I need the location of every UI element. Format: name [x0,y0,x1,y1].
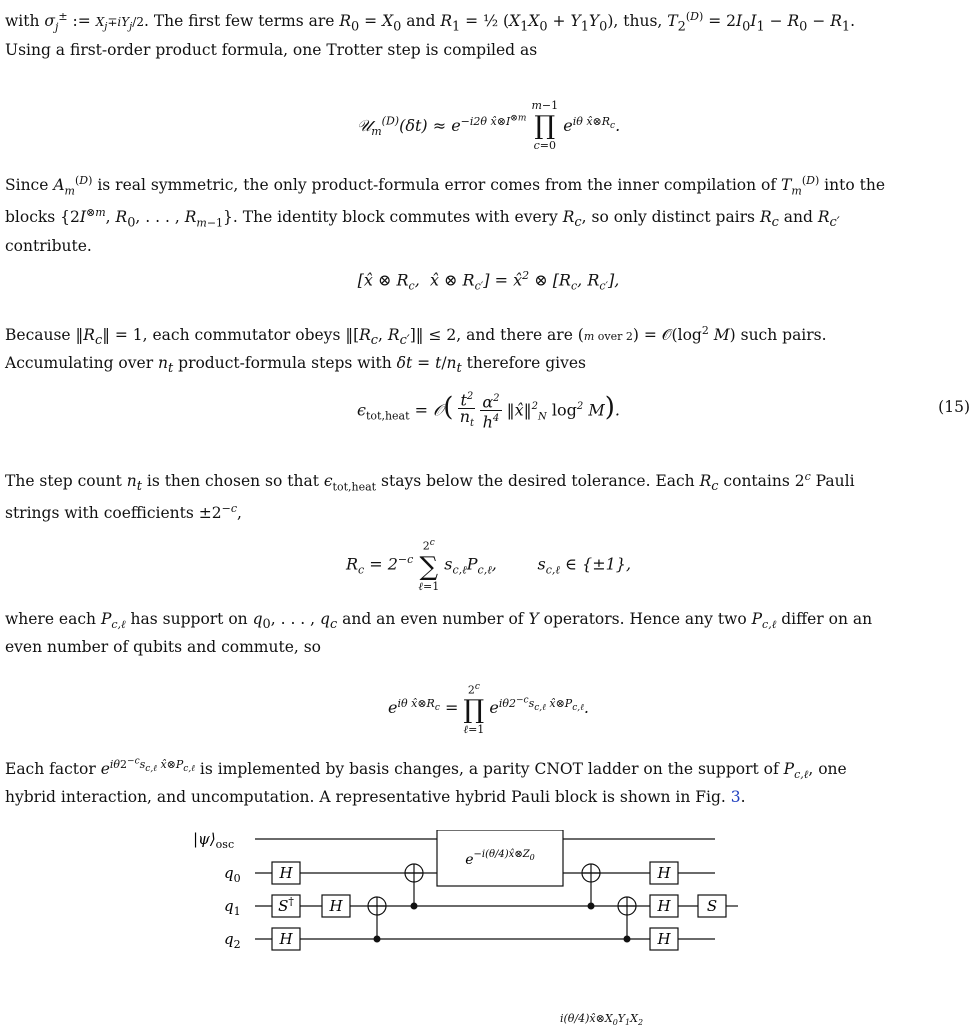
text-line: Accumulating over $n_t$ product-formula steps with $\delta t = t/n_t$ therefore gives [5,354,586,377]
paragraph-2 [5,170,970,257]
wire-label-q2: $q_2$ [224,930,241,951]
text-line: Using a first-order product formula, one Trotter step is compiled as [5,40,538,59]
equation-trotter: 𝒰$_m^{(D)}$(δt) ≈ $e^{-i2\theta x̂\otimes I^{\otimes m}}$ m−1 ∏ c=0 $e^{i\theta x̂\otimes R_c}$. [356,99,621,153]
text-line: with $\sigma_j^\pm$ := $X_j\mp iY_j/2$. The first few terms are $R_0 = X_0$ and $R_1$ = ½ $(X_1X_0 + Y_1Y_0)$, thus, $T_2^{(D)} = 2I_0I_1 - R_0 - R_1$. [5,10,856,35]
equation-error: $\epsilon_{tot,heat}$ = 𝒪( $\frac{t^2}{n_t}$ $\frac{\alpha^2}{h^4}$ ‖x̂‖$^2_N$ $\log^2 M$). (15) [0,382,977,432]
gate-label: H [657,930,671,948]
gate-label: S† [278,895,294,915]
text-line: Since $A_m^{(D)}$ is real symmetric, the only product-formula error comes from the inner compilation of $T_m^{(D)}$ into the [5,174,885,198]
caption-fragment: $i(\theta/4)x̂\otimes X_0Y_1X_2$ [560,1012,644,1028]
equation-commutator: [x̂ ⊗ $R_c$, x̂ ⊗ $R_{c'}$] = x̂$^2$ ⊗ [$R_c$, $R_{c'}$], [357,269,620,293]
cnot-control [624,936,631,943]
figure-reference-link[interactable]: 3 [730,787,741,806]
interaction-gate-label: $e^{-i(\theta/4)x̂\otimes Z}_0$ [465,849,535,868]
wire-label-osc: $|\psi⟩_{osc}$ [193,830,235,851]
text-line: blocks {$2I^{\otimes m}$, $R_0$, . . . , $R_{m-1}$}. The identity block commutes with every $R_c$, so only distinct pairs $R_c$ and $R_{c'}$ [5,206,840,231]
paragraph-6 [5,750,970,808]
gate-label: H [279,930,293,948]
text-fragment: hybrid interaction, and uncomputation. A representative hybrid Pauli block is shown in Fig. [5,787,726,806]
cnot-control [411,903,418,910]
paragraph-1 [5,6,970,61]
gate-label: H [657,864,671,882]
equation-product: $e^{i\theta x̂\otimes R_c}$ = 2$^c$ ∏ ℓ=1 $e^{i\theta 2^{-c}s_{c,\ell} x̂\otimes P_{c,\ell}}$. [388,681,589,737]
text-line: where each $P_{c,\ell}$ has support on $q_0$, . . . , $q_c$ and an even number of Y operators. Hence any two $P_{c,\ell}$ differ on an [5,610,873,633]
paragraph-4 [5,466,970,524]
text-fragment: . [740,787,746,806]
text-line [5,786,970,808]
text-line: contribute. [5,236,92,255]
gate-label: H [657,897,671,915]
text-line: strings with coefficients $\pm 2^{-c}$, [5,502,242,523]
text-line: The step count $n_t$ is then chosen so that $\epsilon_{tot,heat}$ stays below the desired tolerance. Each $R_c$ contains 2$^c$ Pauli [5,470,855,495]
gate-label: S [706,897,718,915]
gate-label: H [329,897,343,915]
wire-label-q1: $q_1$ [224,897,241,918]
text-line: Because $‖R_c‖ = 1$, each commutator obeys $‖[R_c$, $R_{c'}]‖ \le 2$, and there are (m over $2) = 𝒪(\log^2$ M) such pairs. [5,324,827,349]
gate-label: H [279,864,293,882]
paragraph-5 [5,608,970,658]
equation-number: (15) [938,398,970,416]
wire-label-q0: $q_0$ [224,864,241,885]
text-line: Each factor $e^{i\theta 2^{-c}s_{c,\ell} x̂\otimes P_{c,\ell}}$ is implemented by basis changes, a parity CNOT ladder on the support of $P_{c,\ell}$, one [5,756,847,781]
paragraph-3 [5,320,970,380]
text-line: even number of qubits and commute, so [5,638,322,657]
quantum-circuit [0,830,977,1000]
cnot-control [588,903,595,910]
cnot-control [374,936,381,943]
equation-rc-sum: $R_c = 2^{-c}$ 2$^c$ ∑ ℓ=1 $s_{c,\ell}P_{c,\ell}$, $s_{c,\ell}$ ∈ {±1}, [345,538,632,593]
